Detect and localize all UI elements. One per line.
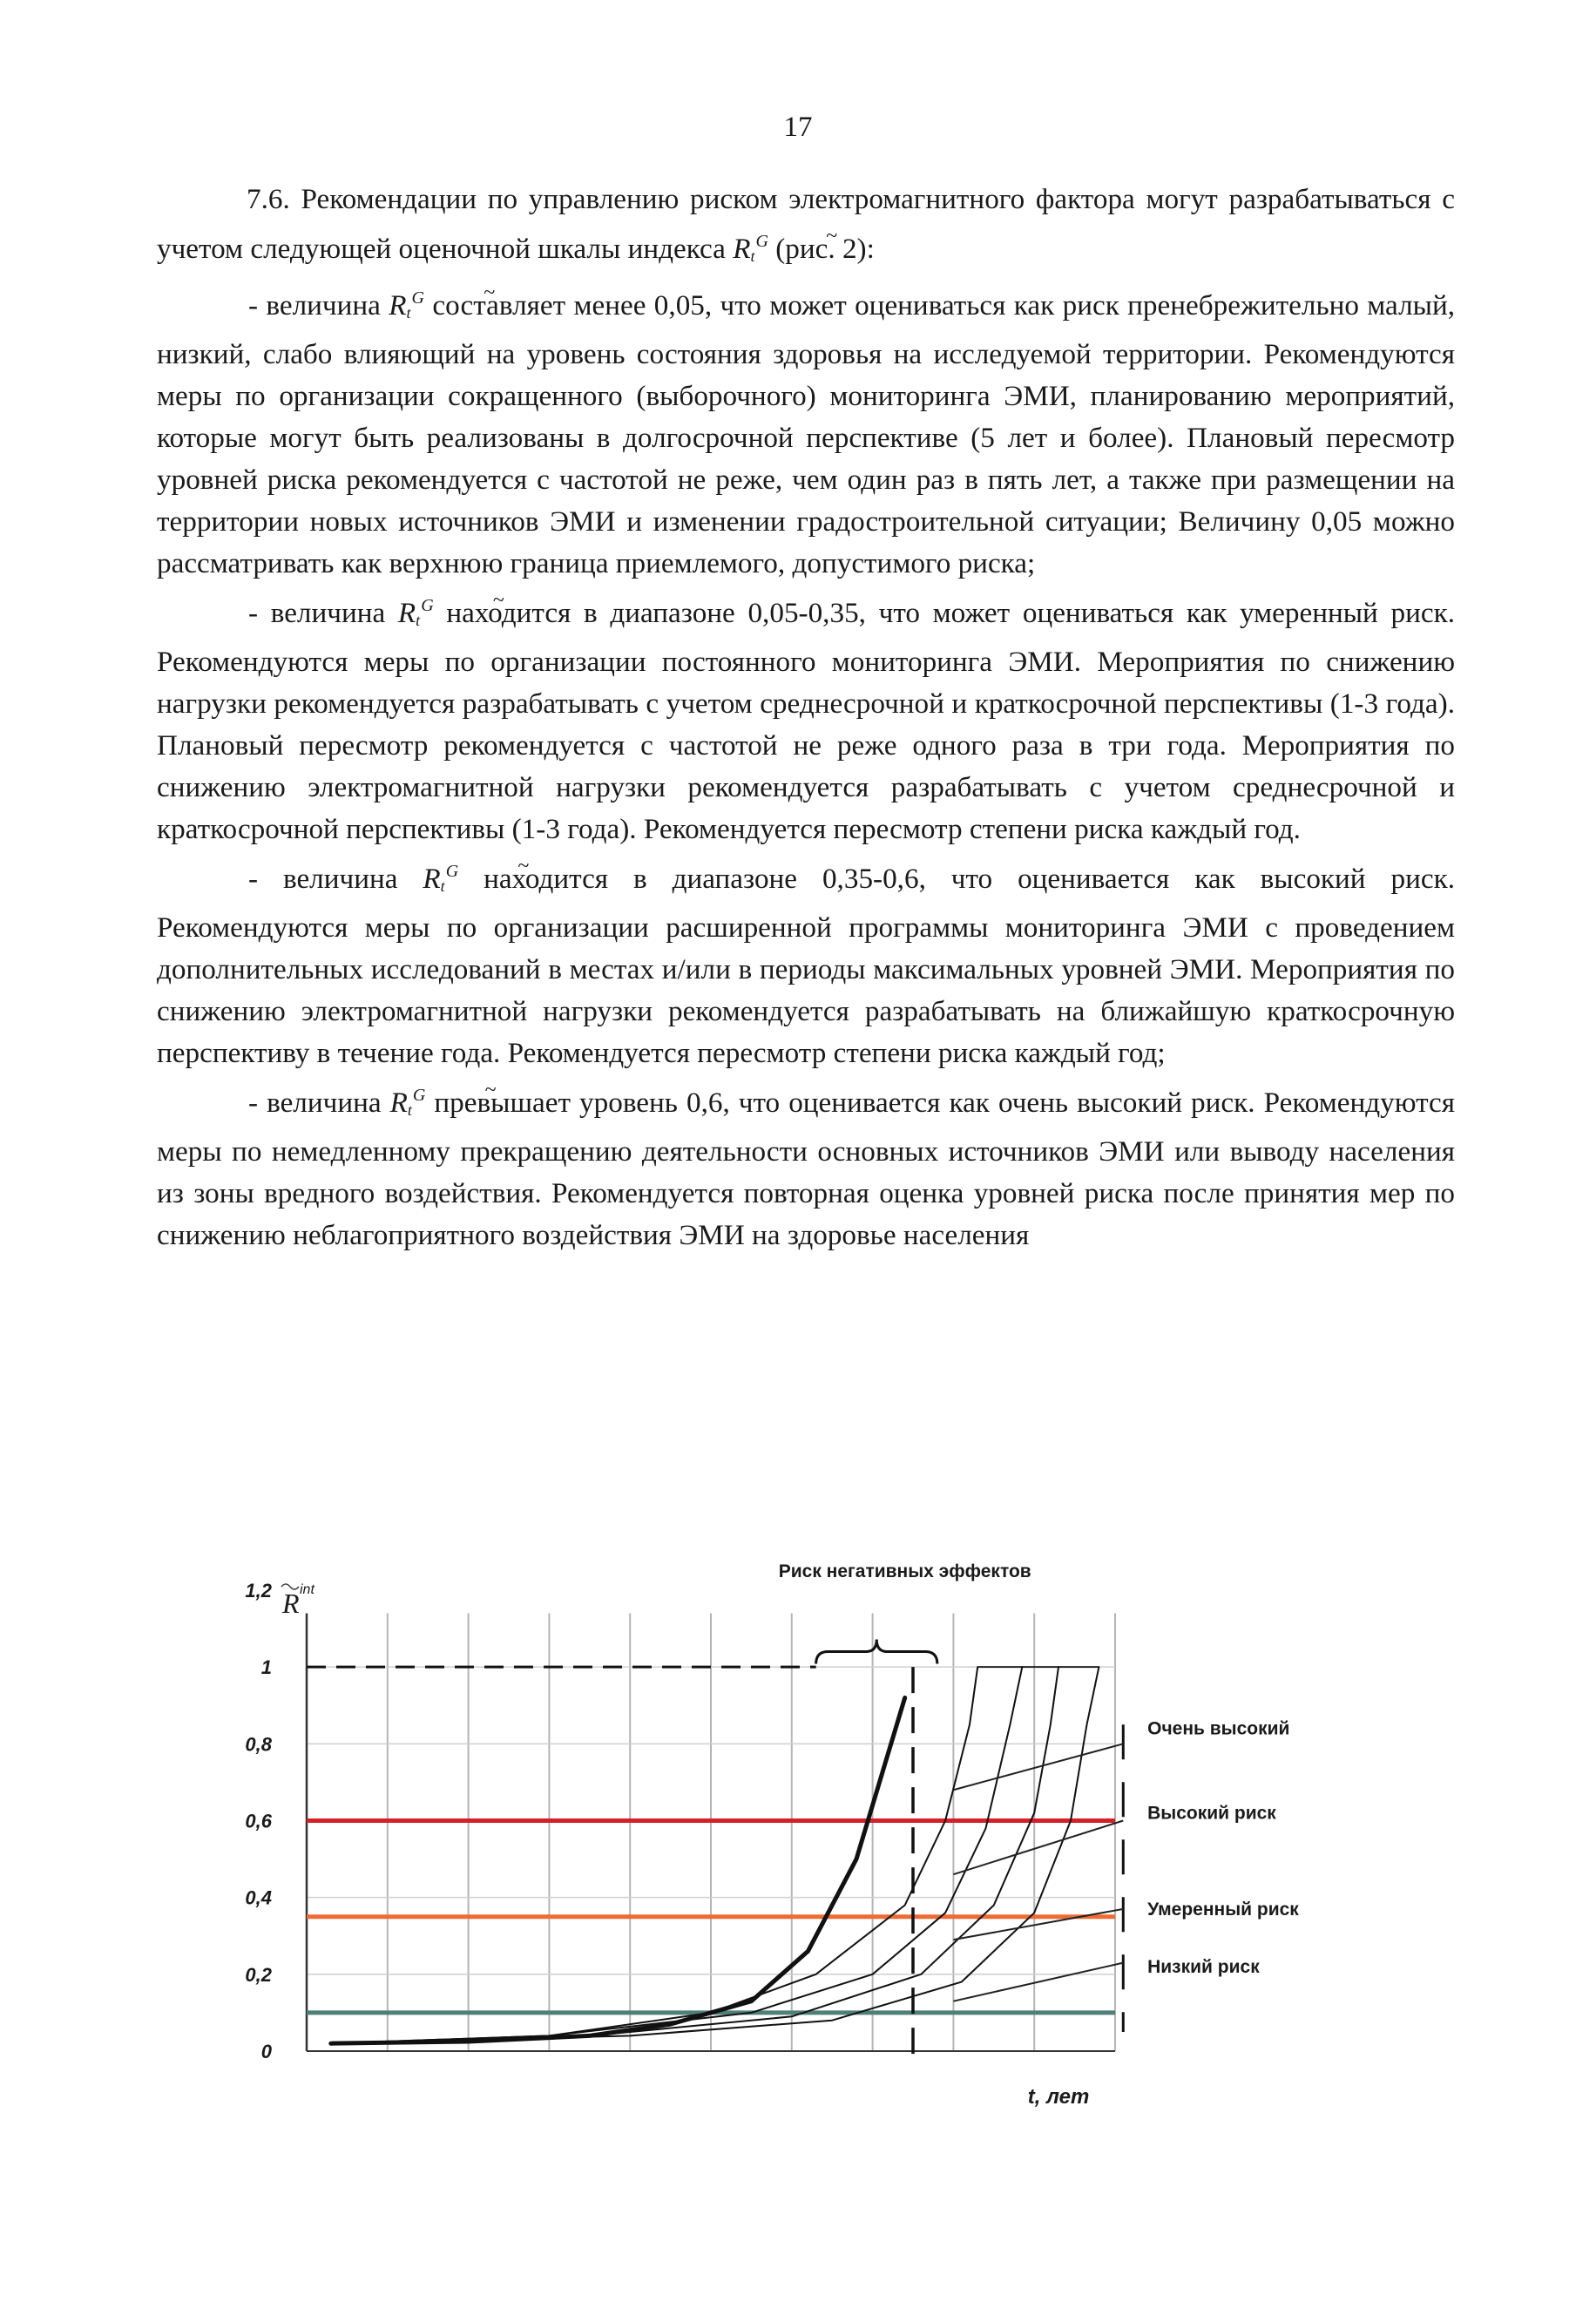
region-label: Умеренный риск [1147,1899,1299,1920]
y-tick-label: 1 [260,1656,272,1679]
y-tick-label: 0,8 [245,1733,272,1756]
y-axis-label: R [282,1588,300,1619]
paragraph-text: составляет менее 0,05, что может оцениваться как риск пренебрежительно малый, низкий, слабо влияющий на уровень состояния здоровья на исследуемой территории. Рекомендуются меры по организации сокращенного (выборочного) мониторинга ЭМИ, планированию мероприятий, которые могут быть реализованы в долгосрочной перспективе (5 лет и более). Плановый пересмотр уровней риска рекомендуется с частотой не реже, чем один раз в пять лет, а также при размещении на территории новых источников ЭМИ и изменении градостроительной ситуации; Величину 0,05 можно рассматривать как верхнюю граница приемлемого, допустимого риска; [157,289,1455,579]
risk-index-symbol: ~ $R_t^G$ [390,1087,426,1119]
y-tick-label: 0,4 [245,1886,272,1909]
paragraph-text: превышает уровень 0,6, что оценивается как очень высокий риск. Рекомендуются меры по немедленному прекращению деятельности основных источников ЭМИ или выводу населения из зоны вредного воздействия. Рекомендуется повторная оценка уровней риска после принятия мер по снижению неблагоприятного воздействия ЭМИ на здоровье населения [157,1087,1455,1251]
region-leader-line [953,1909,1123,1940]
y-axis-label-sup: int [300,1582,314,1597]
body-text [157,179,1455,1256]
risk-index-symbol: ~ $R_t^G$ [398,597,434,629]
page-number: 17 [783,112,813,143]
paragraph [157,850,1455,1074]
paragraph-text: - величина [248,1087,390,1119]
paragraph [157,277,1455,585]
risk-index-symbol: ~ $R_t^G$ [733,233,768,265]
risk-curve [331,1667,1023,2043]
paragraph-text: находится в диапазоне 0,05-0,35, что может оцениваться как умеренный риск. Рекомендуются меры по организации постоянного мониторинга ЭМИ. Мероприятия по снижению нагрузки рекомендуется разрабатывать с учетом среднесрочной и краткосрочной перспективы (1-3 года). Плановый пересмотр рекомендуется с частотой не реже одного раза в три года. Мероприятия по снижению электромагнитной нагрузки рекомендуется разрабатывать с учетом среднесрочной и краткосрочной перспективы (1-3 года). Рекомендуется пересмотр степени риска каждый год. [157,597,1455,845]
paragraph [157,1074,1455,1256]
x-axis-label: t, лет [1027,2085,1090,2109]
y-tick-label: 0,2 [245,1963,272,1986]
risk-chart [209,1560,1333,2126]
region-label: Низкий риск [1147,1957,1260,1978]
brace-label: Риск негативных эффектов [778,1561,1031,1581]
region-leader-line [953,1821,1123,1875]
paragraph [157,179,1455,277]
region-label: Высокий риск [1147,1803,1276,1824]
risk-index-symbol: ~ $R_t^G$ [389,289,424,322]
paragraph-text: - величина [248,289,389,322]
y-tick-label: 0,6 [245,1810,272,1832]
paragraph [157,585,1455,850]
risk-curve [331,1667,1058,2043]
region-label: Очень высокий [1147,1718,1290,1739]
paragraph-text: (рис. 2): [768,233,875,265]
region-leader-line [953,1963,1123,2001]
risk-index-symbol: ~ $R_t^G$ [423,863,458,895]
paragraph-text: находится в диапазоне 0,35-0,6, что оценивается как высокий риск. Рекомендуются меры по организации расширенной программы мониторинга ЭМИ с проведением дополнительных исследований в местах и/или в периоды максимальных уровней ЭМИ. Мероприятия по снижению электромагнитной нагрузки рекомендуется разрабатывать на ближайшую краткосрочную перспективу в течение года. Рекомендуется пересмотр степени риска каждый год; [157,863,1455,1069]
paragraph-text: - величина [248,863,423,895]
region-leader-line [953,1744,1123,1790]
risk-curve [331,1667,1099,2043]
y-tick-label: 0 [260,2041,272,2062]
brace [816,1640,937,1664]
y-tick-label: 1,2 [245,1580,272,1602]
paragraph-text: - величина [248,597,398,629]
paragraph-text: 7.6. Рекомендации по управлению риском электромагнитного фактора могут разрабатываться с учетом следующей оценочной шкалы индекса [157,183,1455,265]
